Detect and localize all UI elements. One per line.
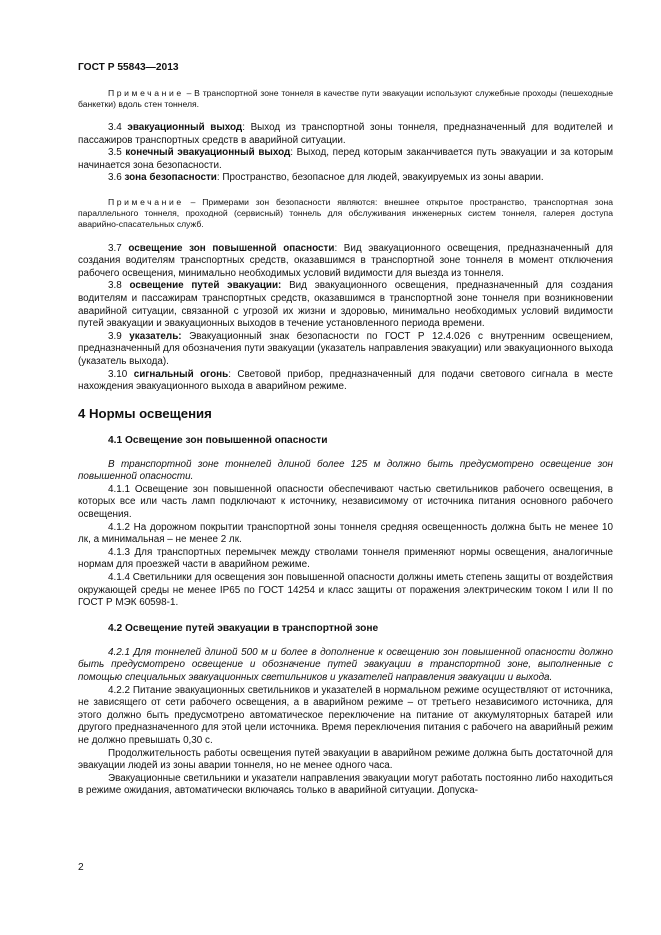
definition-text: : Пространство, безопасное для людей, эвакуируемых из зоны аварии. (216, 172, 544, 184)
note-1 (78, 88, 613, 110)
definition-number: 3.4 (108, 122, 128, 133)
note-text: – Примерами зон безопасности являются: внешнее открытое пространство, транспортная зона параллельного тоннеля, проходной (сервисный) тоннель для обслуживания инженерных систем тоннеля, галерея доступа аварийно-спасательных служб. (78, 196, 613, 230)
definition-3-5 (78, 147, 613, 172)
definition-text: : Вид эвакуационного освещения, предназначенный для создания водителям транспортных средств, оказавшимся в транспортной зоне тоннеля в момент отключения рабочего освещения, минимально необходимых условий видимости для выезда из тоннеля. (78, 242, 613, 279)
definition-number: 3.9 (108, 330, 130, 342)
definition-number: 3.10 (108, 368, 134, 380)
clause-4-1-4: 4.1.4 Светильники для освещения зон повышенной опасности должны иметь степень защиты от воздействия окружающей среды не менее IP65 по ГОСТ 14254 и класс защиты от поражения электрическим током I или II по ГОСТ Р МЭК 60598-1. (78, 572, 613, 609)
definition-number: 3.8 (108, 280, 130, 292)
document-header: ГОСТ Р 55843—2013 (78, 62, 179, 73)
clause-4-2-2: 4.2.2 Питание эвакуационных светильников и указателей в нормальном режиме осуществляют от источника, не зависящего от сети рабочего освещения, а в аварийном режиме – от третьего независимого источника, для этого должно быть предусмотрено автоматическое переключение на питание от аккумуляторных батарей или другого предназначенного для этой цели источника. Время переключения питания с рабочего на аварийный режим не должно превышать 0,30 с. (78, 684, 613, 746)
definition-text: : Световой прибор, предназначенный для подачи светового сигнала в месте нахождения эвакуационного выхода в аварийном режиме. (78, 368, 613, 393)
definition-term: освещение зон повышенной опасности (128, 242, 335, 254)
definition-term: сигнальный огонь (133, 368, 229, 380)
definition-text: : Выход, перед которым заканчивается путь эвакуации и за которым начинается зона безопасности. (78, 147, 613, 171)
page-number: 2 (78, 862, 84, 873)
subsection-4-1-heading: 4.1 Освещение зон повышенной опасности (108, 434, 328, 446)
definition-term: конечный эвакуационный выход (125, 147, 291, 159)
definition-term: эвакуационный выход (127, 122, 243, 133)
clause-4-1-2: 4.1.2 На дорожном покрытии транспортной зоны тоннеля средняя освещенность должна быть не менее 10 лк, а минимальная – не менее 2 лк. (78, 521, 613, 546)
paragraph-duration: Продолжительность работы освещения путей эвакуации в аварийном режиме должна быть достаточной для эвакуации людей из зоны аварии тоннеля, но не менее одного часа. (78, 747, 613, 772)
paragraph-standby: Эвакуационные светильники и указатели направления эвакуации могут работать постоянно либо находиться в режиме ожидания, автоматически включаясь только в аварийной ситуации. Допуска- (78, 772, 613, 797)
definition-number: 3.6 (108, 172, 125, 184)
note-label: Примечание (108, 196, 184, 207)
clause-4-1-1: 4.1.1 Освещение зон повышенной опасности обеспечивают частью светильников рабочего освещения, в которых все или часть ламп подключают к источнику, независимому от источника питания основного рабочего освещения. (78, 483, 613, 521)
clause-4-2-1: 4.2.1 Для тоннелей длиной 500 м и более в дополнение к освещению зон повышенной опасности должно быть предусмотрено освещение и обозначение путей эвакуации в транспортной зоне, выполненные с помощью специальных эвакуационных светильников и указателей направления эвакуации и выхода. (78, 646, 613, 684)
note-2 (78, 197, 613, 231)
note-label: Примечание (108, 87, 184, 98)
definition-number: 3.5 (108, 147, 126, 159)
subsection-4-2-heading: 4.2 Освещение путей эвакуации в транспортной зоне (108, 622, 379, 634)
subsection-4-1-intro: В транспортной зоне тоннелей длиной более 125 м должно быть предусмотрено освещение зон повышенной опасности. (78, 458, 613, 483)
definition-number: 3.7 (108, 242, 129, 254)
definition-3-6 (78, 172, 613, 185)
definition-3-8 (78, 280, 613, 330)
definition-3-4 (78, 122, 613, 147)
definition-text: : Выход из транспортной зоны тоннеля, предназначенный для водителей и пассажиров транспортных средств в аварийной ситуации. (78, 122, 613, 146)
note-text: – В транспортной зоне тоннеля в качестве пути эвакуации используют служебные проходы (пешеходные банкетки) вдоль стен тоннеля. (78, 87, 613, 109)
definition-3-10 (78, 369, 613, 394)
definition-3-9 (78, 331, 613, 369)
section-4-heading: 4 Нормы освещения (78, 405, 212, 421)
clause-4-1-3: 4.1.3 Для транспортных перемычек между стволами тоннеля применяют нормы освещения, аналогичные нормам для проезжей части в аварийном режиме. (78, 546, 613, 571)
definition-term: зона безопасности (124, 172, 217, 184)
definition-term: указатель: (129, 330, 182, 342)
definition-3-7 (78, 243, 613, 281)
definition-term: освещение путей эвакуации: (129, 280, 282, 292)
definition-text: Вид эвакуационного освещения, предназначенный для создания водителям и пассажирам транспортных средств, оказавшимся в транспортной зоне тоннеля при возникновении аварийной ситуации, связанной с угрозой их жизни и здоровью, минимально необходимых условий видимости путей эвакуации и эвакуационных выходов в течение установленного периода времени. (78, 280, 613, 330)
definition-text: Эвакуационный знак безопасности по ГОСТ Р 12.4.026 с внутренним освещением, предназначенный для обозначения пути эвакуации (указатель направления эвакуации) или эвакуационного выхода (указатель выхода). (78, 330, 613, 367)
